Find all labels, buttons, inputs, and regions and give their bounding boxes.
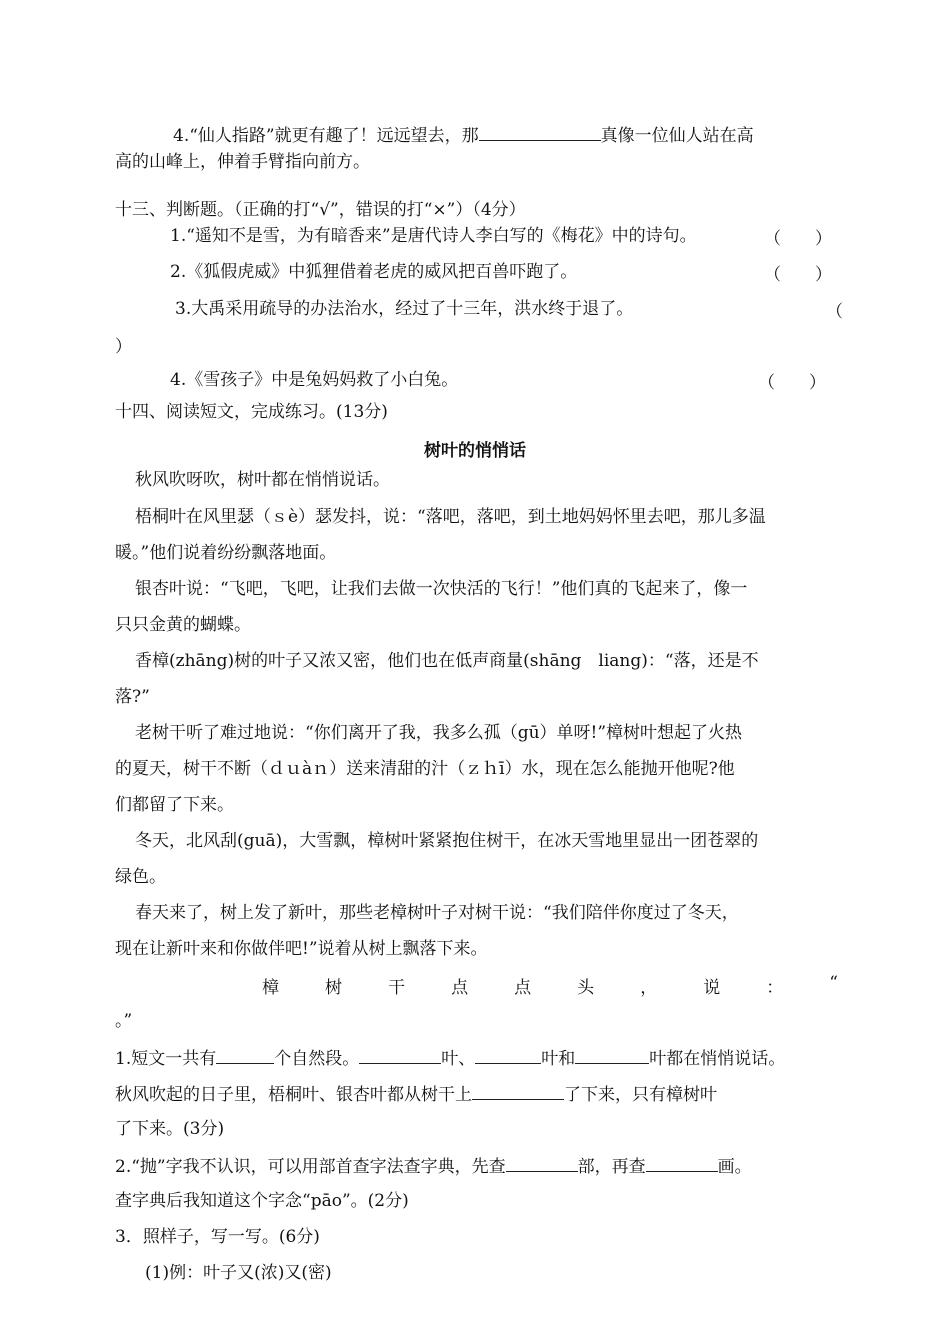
- judge-paren-3-open[interactable]: （: [826, 302, 843, 322]
- passage-para-1: 秋风吹呀吹，树叶都在悄悄说话。: [135, 470, 390, 490]
- judge-item-3: 3.大禹采用疏导的办法治水，经过了十三年，洪水终于退了。: [175, 299, 634, 319]
- passage-para-4b: 落?”: [115, 687, 150, 707]
- passage-para-3b: 只只金黄的蝴蝶。: [115, 615, 251, 635]
- section14-heading: 十四、阅读短文，完成练习。(13分): [115, 402, 388, 422]
- judge-paren-2[interactable]: （ ）: [764, 265, 832, 285]
- passage-para-2b: 暖。”他们说着纷纷飘落地面。: [115, 543, 337, 563]
- q12-item4-line2: 高的山峰上，伸着手臂指向前方。: [115, 152, 370, 172]
- answer-blank[interactable]: [575, 1045, 649, 1064]
- char: 树: [325, 978, 343, 998]
- q3-example: (1)例：叶子又(浓)又(密): [145, 1263, 332, 1283]
- q1-line3: 了下来。(3分): [115, 1119, 225, 1139]
- passage-para-7a: 春天来了，树上发了新叶，那些老樟树叶子对树干说：“我们陪伴你度过了冬天，: [135, 903, 739, 923]
- passage-final-line[interactable]: [262, 973, 838, 998]
- q1-line2: 秋风吹起的日子里，梧桐叶、银杏叶都从树干上 了下来，只有樟树叶: [115, 1081, 838, 1107]
- passage-title: 树叶的悄悄话: [424, 441, 526, 461]
- passage-para-5b: 的夏天，树干不断（ｄｕàｎ）送来清甜的汁（ｚｈī）水，现在怎么能抛开他呢?他: [115, 759, 735, 779]
- passage-para-5c: 们都留了下来。: [115, 795, 234, 815]
- char: 点: [514, 978, 532, 998]
- answer-blank[interactable]: [216, 1045, 274, 1064]
- judge-paren-1[interactable]: （ ）: [764, 229, 832, 249]
- answer-blank[interactable]: [479, 122, 601, 141]
- passage-final-end: 。”: [115, 1011, 133, 1031]
- answer-blank[interactable]: [475, 1045, 541, 1064]
- passage-para-3a: 银杏叶说：“飞吧，飞吧，让我们去做一次快活的飞行！”他们真的飞起来了，像一: [135, 579, 748, 599]
- section13-heading: 十三、判断题。（正确的打“√”，错误的打“×”）（4分）: [115, 200, 526, 220]
- char: 点: [451, 978, 469, 998]
- passage-para-7b: 现在让新叶来和你做伴吧!”说着从树上飘落下来。: [115, 939, 488, 959]
- passage-para-6b: 绿色。: [115, 867, 166, 887]
- char: 头: [577, 978, 595, 998]
- passage-para-5a: 老树干听了难过地说：“你们离开了我，我多么孤（gū）单呀!”樟树叶想起了火热: [135, 723, 743, 743]
- q12-item4-line1: 4.“仙人指路”就更有趣了！远远望去，那 真像一位仙人站在高: [115, 122, 838, 148]
- passage-para-2a: 梧桐叶在风里瑟（ｓè）瑟发抖，说：“落吧，落吧，到土地妈妈怀里去吧，那儿多温: [135, 507, 766, 527]
- char: 樟: [262, 978, 279, 998]
- q1-line1: 1.短文一共有 个自然段。 叶、 叶和 叶都在悄悄说话。: [115, 1045, 838, 1071]
- judge-item-1: 1.“遥知不是雪，为有暗香来”是唐代诗人李白写的《梅花》中的诗句。: [170, 226, 697, 246]
- passage-para-6a: 冬天，北风刮(guā)，大雪飘，樟树叶紧紧抱住树干，在冰天雪地里显出一团苍翠的: [135, 831, 759, 851]
- judge-paren-3-close: ）: [115, 337, 132, 357]
- judge-item-4: 4.《雪孩子》中是兔妈妈救了小白兔。: [170, 370, 459, 390]
- q3-line1: 3．照样子，写一写。(6分): [115, 1227, 320, 1247]
- answer-blank[interactable]: [472, 1081, 564, 1100]
- judge-paren-4[interactable]: （ ）: [758, 373, 826, 393]
- passage-para-4a: 香樟(zhāng)树的叶子又浓又密，他们也在低声商量(shāng liang)：“落，还是不: [135, 651, 759, 671]
- q2-line2: 查字典后我知道这个字念“pāo”。(2分): [115, 1191, 409, 1211]
- judge-item-2: 2.《狐假虎威》中狐狸借着老虎的威风把百兽吓跑了。: [170, 262, 578, 282]
- char: ，: [640, 978, 658, 998]
- q2-line1: 2.“抛”字我不认识，可以用部首查字法查字典，先查 部，再查 画。: [115, 1153, 838, 1179]
- char: 说: [703, 978, 721, 998]
- answer-blank[interactable]: [359, 1045, 441, 1064]
- answer-blank[interactable]: [646, 1153, 718, 1172]
- char: “: [829, 973, 838, 993]
- char: 干: [388, 978, 406, 998]
- char: ：: [766, 978, 784, 998]
- answer-blank[interactable]: [506, 1153, 578, 1172]
